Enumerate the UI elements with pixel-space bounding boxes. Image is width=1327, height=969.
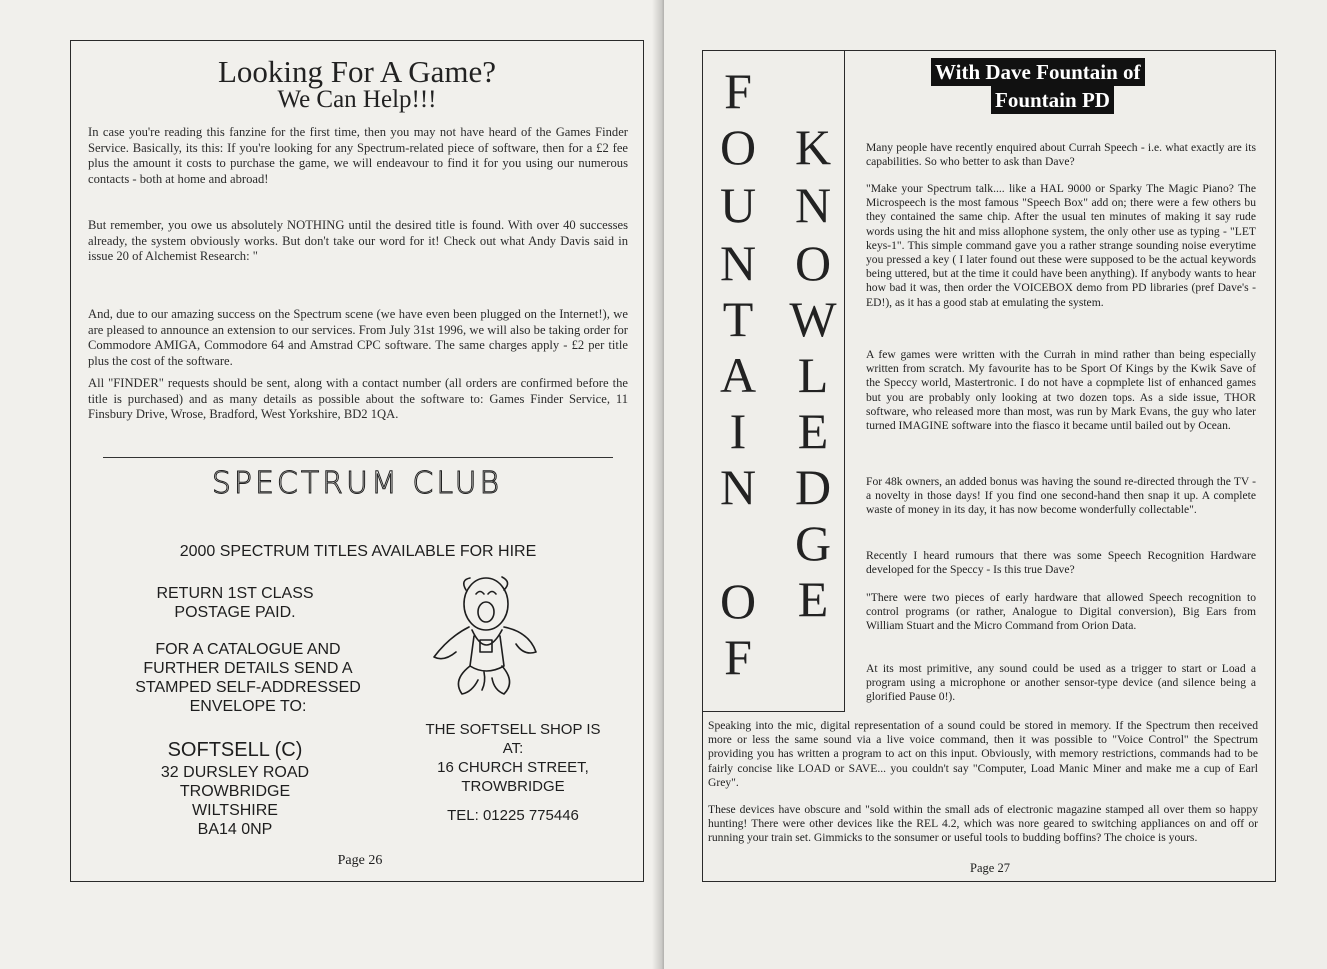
club-shop-address <box>398 720 628 796</box>
club-return-text <box>110 584 360 622</box>
club-shop-line: THE SOFTSELL SHOP IS <box>425 721 601 738</box>
article-title-line2: Fountain PD <box>991 86 1114 114</box>
club-address-line: WILTSHIRE <box>192 802 278 819</box>
article-paragraph: "There were two pieces of early hardware that allowed Speech recognition to control programs (or rather, Analogue to Digital conversion), Big Ears from William Stuart and the Micro Command from Orion Data. <box>866 591 1256 633</box>
spectrum-club-title: SPECTRUM CLUB <box>211 466 503 501</box>
vertical-letter: O <box>794 235 832 291</box>
vertical-letter: E <box>797 571 829 627</box>
article-paragraph: At its most primitive, any sound could be used as a trigger to start or Load a program using a microphone or another sensor-type device (and silence being a glorified Pause 0!). <box>866 662 1256 704</box>
club-catalogue-line: FURTHER DETAILS SEND A <box>143 660 353 677</box>
vertical-letter: N <box>719 459 757 515</box>
vertical-letter: A <box>719 347 757 403</box>
page-number: Page 27 <box>970 861 1010 875</box>
club-catalogue-line: ENVELOPE TO: <box>189 698 307 715</box>
vertical-letter: F <box>724 629 752 685</box>
club-shop-line: TROWBRIDGE <box>461 778 565 795</box>
club-postal-address <box>110 737 360 839</box>
article-paragraph: Speaking into the mic, digital representation of a sound could be stored in memory. If the Spectrum then received more or less the same sound via a live voice command, then it was possible to "Voice Control" the Spectrum providing you has written a program to act on this input. Obviously, with memory restrictions, commands had to be fairly concise like LOAD or SAVE... you couldn't say "Computer, Load Manic Miner and make me a cup of Earl Grey". <box>708 719 1258 789</box>
article-paragraph: For 48k owners, an added bonus was having the sound re-directed through the TV - a novelty in those days! If you find one second-hand then snap it up. A complete waste of money in its day, it has now become wonderfully collectable". <box>866 475 1256 517</box>
vertical-letter: E <box>797 403 829 459</box>
club-address-line: 32 DURSLEY ROAD <box>160 764 310 781</box>
page-subtitle: We Can Help!!! <box>277 86 437 113</box>
vertical-letter: N <box>719 235 757 291</box>
vertical-letter: W <box>789 291 837 347</box>
finder-paragraph-extension: And, due to our amazing success on the Spectrum scene (we have even been plugged on the Internet!), we are pleased to announce an extension to our services. From July 31st 1996, we will also be taking order for Commodore AMIGA, Commodore 64 and Amstrad CPC software. The same charges apply - £2 per title plus the cost of the software. <box>88 307 628 368</box>
club-catalogue-line: FOR A CATALOGUE AND <box>155 641 341 658</box>
finder-paragraph-remember: But remember, you owe us absolutely NOTHING until the desired title is found. With over 40 successes already, the system obviously works. But don't take our word for it! Check out what Andy Davis said in issue 20 of Alchemist Research: " <box>88 218 628 263</box>
article-paragraph: Many people have recently enquired about Currah Speech - i.e. what exactly are its capabilities. So who better to ask than Dave? <box>866 141 1256 169</box>
section-divider <box>103 457 613 458</box>
club-hire-text: 2000 SPECTRUM TITLES AVAILABLE FOR HIRE <box>179 543 537 560</box>
club-telephone: TEL: 01225 775446 <box>447 807 579 824</box>
club-return-line: POSTAGE PAID. <box>174 604 296 621</box>
club-shop-line: 16 CHURCH STREET, <box>437 759 589 776</box>
club-address-line: BA14 0NP <box>197 821 273 838</box>
vertical-letter: I <box>729 403 747 459</box>
club-address-name: SOFTSELL (C) <box>167 739 303 761</box>
vertical-letter: K <box>794 119 832 175</box>
vertical-letter: U <box>719 177 757 233</box>
finder-paragraph-intro: In case you're reading this fanzine for the first time, then you may not have heard of the Games Finder Service. Basically, its this: If you're looking for any Spectrum-related piece of software, then for a £2 fee plus the amount it costs to purchase the game, we will endeavour to find it for you using our numerous contacts - both at home and abroad! <box>88 125 628 186</box>
club-return-line: RETURN 1ST CLASS <box>156 585 314 602</box>
vertical-letter: O <box>719 119 757 175</box>
page-number: Page 26 <box>337 853 383 868</box>
article-paragraph: A few games were written with the Currah in mind rather than being especially written from scratch. My favourite has to be Sport Of Kings by the Kwik Save of the Speccy world, Mastertronic. I do not have a copmplete list of enhanced games but you are probably only looking at two dozen tops. As a side issue, THOR software, who released more than most, was run by Mark Evans, the guy who later turned IMAGINE software into the fiasco it became until bailed out by Ocean. <box>866 348 1256 433</box>
club-address-line: TROWBRIDGE <box>179 783 291 800</box>
article-title: With Dave Fountain of <box>931 58 1145 86</box>
article-paragraph: "Make your Spectrum talk.... like a HAL 9000 or Sparky The Magic Piano? The Microspeech is the most famous "Speech Box" add on; there were a few others bu they contained the same chip. After the usual ten minutes of making it say rude words using the hit and miss allophone system, the only other use as typing - "LET keys-1". This simple command gave you a rather strange sounding noise everytime you pressed a key ( I later found out these were supposed to be the actual keywords being uttered, but at the time it could have been anything). If anybody wants to hear how bad it was, then order the VOICEBOX demo from PD libraries (pref Dave's - ED!), as it has a good stab at emulating the system. <box>866 182 1256 309</box>
vertical-letter: F <box>724 63 752 119</box>
vertical-letter: G <box>794 515 832 571</box>
vertical-letter: N <box>794 177 832 233</box>
club-catalogue-line: STAMPED SELF-ADDRESSED <box>135 679 361 696</box>
club-shop-line: AT: <box>502 740 524 757</box>
vertical-letter: D <box>794 459 832 515</box>
vertical-letter: L <box>797 347 829 403</box>
mascot-illustration <box>424 572 544 702</box>
vertical-letter: T <box>722 291 754 347</box>
vertical-letter: O <box>719 573 757 629</box>
finder-paragraph-address: All "FINDER" requests should be sent, along with a contact number (all orders are confirmed before the title is purchased) and as many details as possible about the software to: Games Finder Service, 11 Finsbury Drive, Wrose, Bradford, West Yorkshire, BD2 1QA. <box>88 376 628 421</box>
article-paragraph: These devices have obscure and "sold within the small ads of electronic magazine stamped all over them so happy hunting! There were other devices like the REL 4.2, which was nore geared to switching appliances on and off or running your train set. Gimmicks to the sonsumer or useful tools to budding boffins? The choice is yours. <box>708 803 1258 845</box>
page-title: Looking For A Game? <box>217 54 497 89</box>
club-catalogue-text <box>88 640 408 716</box>
article-question: Recently I heard rumours that there was some Speech Recognition Hardware developed for the Speccy - Is this true Dave? <box>866 549 1256 577</box>
